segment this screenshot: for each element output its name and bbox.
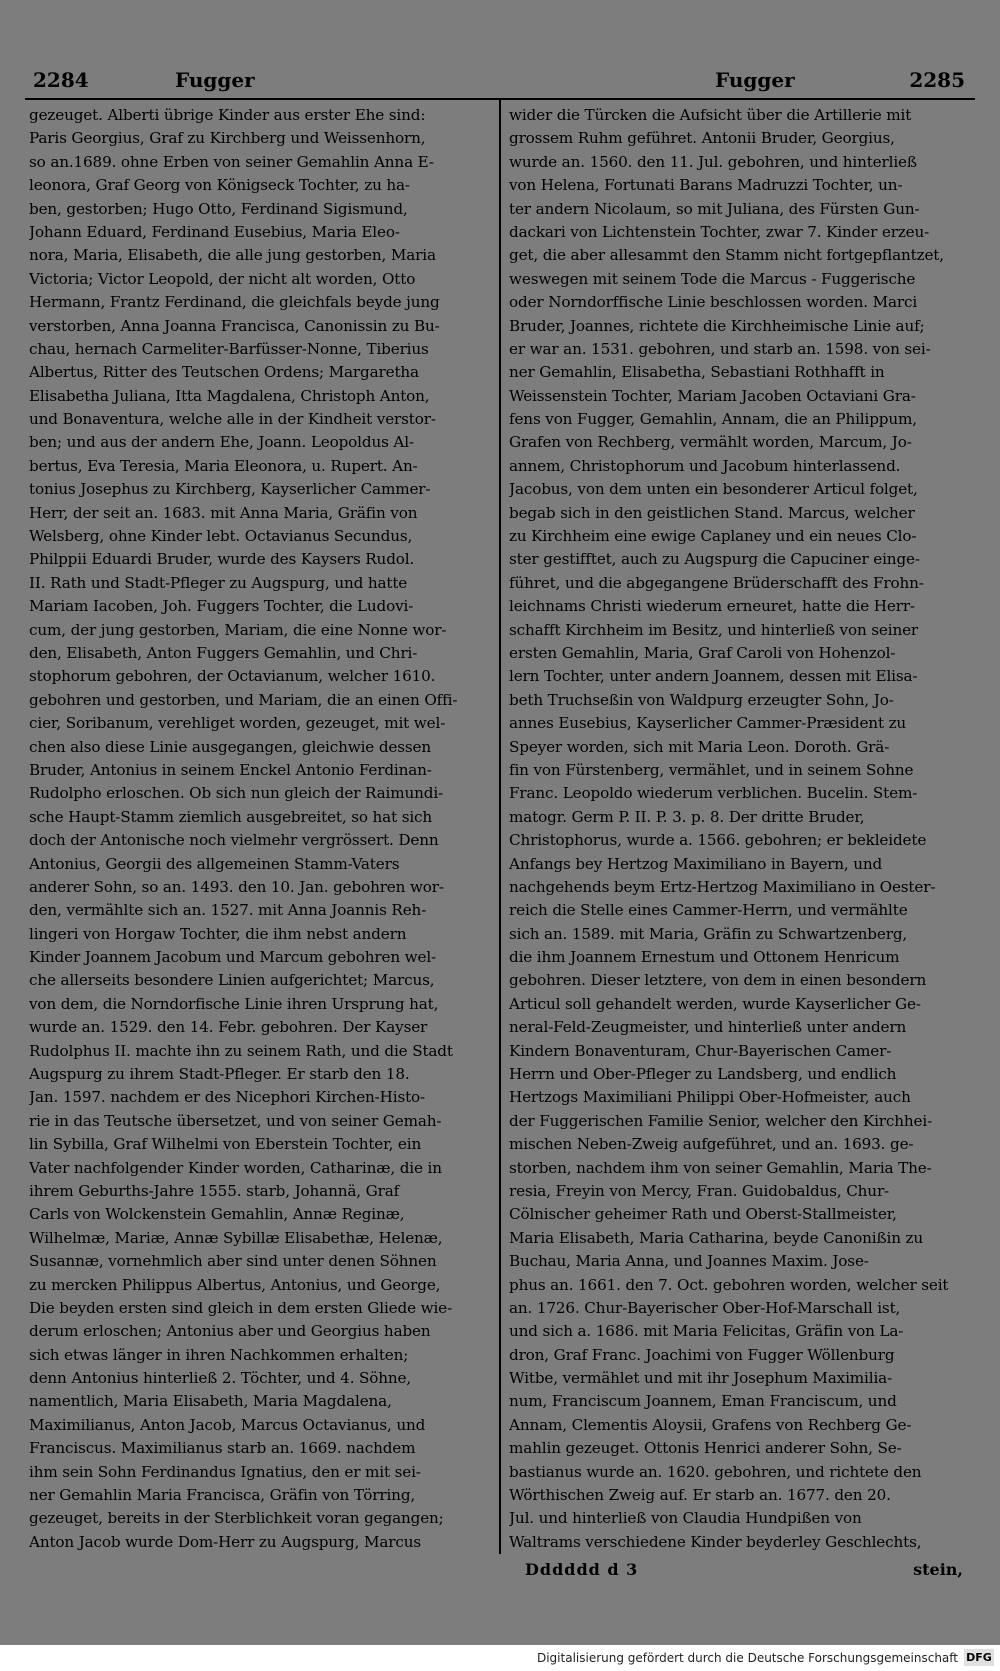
- text-line: annes Eusebius, Kayserlicher Cammer-Præsident zu: [509, 714, 907, 733]
- text-line: Articul soll gehandelt werden, wurde Kayserlicher Ge-: [509, 994, 921, 1013]
- text-line: Anfangs bey Hertzog Maximiliano in Bayern, und: [509, 854, 883, 873]
- text-line: Waltrams verschiedene Kinder beyderley Geschlechts,: [509, 1532, 922, 1551]
- text-line: gezeuget, bereits in der Sterblichkeit voran gegangen;: [29, 1509, 444, 1528]
- text-line: ihrem Geburths-Jahre 1555. starb, Johannä, Graf: [29, 1181, 400, 1200]
- text-line: Vater nachfolgender Kinder worden, Catharinæ, die in: [29, 1158, 442, 1177]
- text-line: grossem Ruhm geführet. Antonii Bruder, Georgius,: [509, 129, 895, 148]
- text-line: er war an. 1531. gebohren, und starb an. 1598. von sei-: [509, 339, 931, 358]
- text-line: Maximilianus, Anton Jacob, Marcus Octavianus, und: [29, 1415, 426, 1434]
- text-line: mahlin gezeuget. Ottonis Henrici anderer Sohn, Se-: [509, 1439, 902, 1458]
- signature-mark: Dddddd d 3: [525, 1560, 639, 1579]
- text-line: dron, Graf Franc. Joachimi von Fugger Wöllenburg: [509, 1345, 895, 1364]
- text-line: cum, der jung gestorben, Mariam, die eine Nonne wor-: [29, 620, 447, 639]
- text-line: wider die Türcken die Aufsicht über die Artillerie mit: [509, 106, 912, 124]
- text-line: Franc. Leopoldo wiederum verblichen. Bucelin. Stem-: [509, 784, 918, 803]
- text-line: und sich a. 1686. mit Maria Felicitas, Gräfin von La-: [509, 1322, 904, 1341]
- text-line: Jan. 1597. nachdem er des Nicephori Kirchen-Histo-: [29, 1088, 426, 1107]
- text-line: oder Norndorffische Linie beschlossen worden. Marci: [509, 293, 918, 312]
- text-line: zu Kirchheim eine ewige Caplaney und ein neues Clo-: [509, 527, 917, 546]
- text-line: bastianus wurde an. 1620. gebohren, und richtete den: [509, 1462, 922, 1481]
- text-line: Paris Georgius, Graf zu Kirchberg und Weissenhorn,: [29, 129, 426, 148]
- text-line: fin von Fürstenberg, vermählet, und in seinem Sohne: [509, 760, 914, 779]
- text-line: schafft Kirchheim im Besitz, und hinterließ von seiner: [509, 620, 919, 639]
- text-line: Augspurg zu ihrem Stadt-Pfleger. Er starb den 18.: [29, 1065, 410, 1084]
- text-line: rie in das Teutsche übersetzet, und von seiner Gemah-: [29, 1111, 442, 1130]
- text-line: get, die aber allesammt den Stamm nicht fortgepflantzet,: [509, 246, 944, 265]
- text-line: Antonius, Georgii des allgemeinen Stamm-Vaters: [29, 854, 400, 873]
- text-line: annem, Christophorum und Jacobum hinterlassend.: [509, 456, 901, 475]
- text-line: der Fuggerischen Familie Senior, welcher den Kirchhei-: [509, 1111, 933, 1130]
- text-line: Cölnischer geheimer Rath und Oberst-Stallmeister,: [509, 1205, 897, 1224]
- text-line: Bruder, Antonius in seinem Enckel Antonio Ferdinan-: [29, 760, 432, 779]
- text-line: num, Franciscum Joannem, Eman Franciscum, und: [509, 1392, 897, 1411]
- text-line: den, vermählte sich an. 1527. mit Anna Joannis Reh-: [29, 901, 427, 920]
- text-line: ersten Gemahlin, Maria, Graf Caroli von Hohenzol-: [509, 643, 896, 662]
- text-line: Kinder Joannem Jacobum und Marcum gebohren wel-: [29, 948, 437, 967]
- text-line: beth Truchseßin von Waldpurg erzeugter Sohn, Jo-: [509, 690, 894, 709]
- text-line: Rudolpho erloschen. Ob sich nun gleich der Raimundi-: [29, 784, 444, 803]
- funding-notice: Digitalisierung gefördert durch die Deutsche Forschungsgemeinschaft: [536, 1651, 958, 1665]
- text-line: ster gestifftet, auch zu Augspurg die Capuciner einge-: [509, 550, 920, 569]
- text-line: Christophorus, wurde a. 1566. gebohren; er bekleidete: [509, 831, 927, 850]
- text-line: ben; und aus der andern Ehe, Joann. Leopoldus Al-: [29, 433, 414, 452]
- text-line: Speyer worden, sich mit Maria Leon. Doroth. Grä-: [509, 737, 890, 756]
- text-line: chau, hernach Carmeliter-Barfüsser-Nonne, Tiberius: [29, 339, 429, 358]
- text-line: denn Antonius hinterließ 2. Töchter, und 4. Söhne,: [29, 1369, 412, 1388]
- text-line: von dem, die Norndorfische Linie ihren Ursprung hat,: [29, 994, 439, 1013]
- text-line: Weissenstein Tochter, Mariam Jacoben Octaviani Gra-: [509, 386, 916, 405]
- text-line: gebohren und gestorben, und Mariam, die an einen Offi-: [29, 690, 458, 709]
- text-line: fens von Fugger, Gemahlin, Annam, die an Philippum,: [509, 410, 917, 429]
- text-line: ihm sein Sohn Ferdinandus Ignatius, den er mit sei-: [29, 1462, 421, 1481]
- catchword: stein,: [913, 1560, 963, 1579]
- text-line: Anton Jacob wurde Dom-Herr zu Augspurg, Marcus: [29, 1532, 422, 1551]
- text-line: doch der Antonische noch vielmehr vergrössert. Denn: [29, 831, 439, 850]
- text-line: tonius Josephus zu Kirchberg, Kayserlicher Cammer-: [29, 480, 431, 499]
- text-line: Jul. und hinterließ von Claudia Hundpißen von: [509, 1509, 862, 1528]
- text-line: Grafen von Rechberg, vermählt worden, Marcum, Jo-: [509, 433, 912, 452]
- text-line: Rudolphus II. machte ihn zu seinem Rath, und die Stadt: [29, 1041, 453, 1060]
- text-line: lern Tochter, unter andern Joannem, dessen mit Elisa-: [509, 667, 918, 686]
- text-line: gebohren. Dieser letztere, von dem in einen besondern: [509, 971, 927, 990]
- text-line: die ihm Joannem Ernestum und Ottonem Henricum: [509, 948, 900, 967]
- text-line: lingeri von Horgaw Tochter, die ihm nebst andern: [29, 924, 407, 943]
- text-line: Mariam Iacoben, Joh. Fuggers Tochter, die Ludovi-: [29, 597, 414, 616]
- text-line: sich etwas länger in ihren Nachkommen erhalten;: [29, 1345, 409, 1364]
- page-number-left: 2284: [33, 68, 89, 92]
- text-line: ner Gemahlin, Elisabetha, Sebastiani Rothhafft in: [509, 363, 885, 382]
- text-line: Wilhelmæ, Mariæ, Annæ Sybillæ Elisabethæ, Helenæ,: [29, 1228, 443, 1247]
- text-line: Susannæ, vornehmlich aber sind unter denen Söhnen: [29, 1252, 437, 1271]
- text-line: wurde an. 1529. den 14. Febr. gebohren. Der Kayser: [29, 1018, 428, 1037]
- text-line: nora, Maria, Elisabeth, die alle jung gestorben, Maria: [29, 246, 436, 265]
- text-line: so an.1689. ohne Erben von seiner Gemahlin Anna E-: [29, 152, 434, 171]
- right-text-column: [509, 104, 969, 1554]
- text-line: Witbe, vermählet und mit ihr Josephum Maximilia-: [509, 1369, 893, 1388]
- text-line: Albertus, Ritter des Teutschen Ordens; Margaretha: [29, 363, 419, 382]
- text-line: bertus, Eva Teresia, Maria Eleonora, u. Rupert. An-: [29, 456, 418, 475]
- left-text-column: [29, 104, 491, 1554]
- text-line: leichnams Christi wiederum erneuret, hatte die Herr-: [509, 597, 915, 616]
- text-line: ner Gemahlin Maria Francisca, Gräfin von Törring,: [29, 1486, 416, 1505]
- text-line: resia, Freyin von Mercy, Fran. Guidobaldus, Chur-: [509, 1181, 890, 1200]
- text-line: sche Haupt-Stamm ziemlich ausgebreitet, so hat sich: [29, 807, 433, 826]
- text-line: Herrn und Ober-Pfleger zu Landsberg, und endlich: [509, 1065, 897, 1084]
- running-title-left: Fugger: [175, 68, 255, 92]
- text-line: Kindern Bonaventuram, Chur-Bayerischen Camer-: [509, 1041, 892, 1060]
- text-line: storben, nachdem ihm von seiner Gemahlin, Maria The-: [509, 1158, 932, 1177]
- text-line: gezeuget. Alberti übrige Kinder aus erster Ehe sind:: [29, 106, 426, 124]
- text-line: Hertzogs Maximiliani Philippi Ober-Hofmeister, auch: [509, 1088, 911, 1107]
- text-line: II. Rath und Stadt-Pfleger zu Augspurg, und hatte: [29, 573, 408, 592]
- text-line: Carls von Wolckenstein Gemahlin, Annæ Reginæ,: [29, 1205, 405, 1224]
- text-line: cier, Soribanum, verehliget worden, gezeuget, mit wel-: [29, 714, 446, 733]
- page-spread: [25, 60, 975, 1645]
- text-line: von Helena, Fortunati Barans Madruzzi Tochter, un-: [509, 176, 903, 195]
- text-line: ben, gestorben; Hugo Otto, Ferdinand Sigismund,: [29, 199, 408, 218]
- text-line: Annam, Clementis Aloysii, Grafens von Rechberg Ge-: [509, 1415, 912, 1434]
- text-line: an. 1726. Chur-Bayerischer Ober-Hof-Marschall ist,: [509, 1298, 901, 1317]
- text-line: Welsberg, ohne Kinder lebt. Octavianus Secundus,: [29, 527, 413, 546]
- text-line: Elisabetha Juliana, Itta Magdalena, Christoph Anton,: [29, 386, 430, 405]
- running-title-right: Fugger: [715, 68, 795, 92]
- text-line: wurde an. 1560. den 11. Jul. gebohren, und hinterließ: [509, 152, 917, 171]
- page-number-right: 2285: [909, 68, 965, 92]
- text-line: neral-Feld-Zeugmeister, und hinterließ unter andern: [509, 1018, 907, 1037]
- text-line: Buchau, Maria Anna, und Joannes Maxim. Jose-: [509, 1252, 869, 1271]
- text-line: lin Sybilla, Graf Wilhelmi von Eberstein Tochter, ein: [29, 1135, 422, 1154]
- text-line: den, Elisabeth, Anton Fuggers Gemahlin, und Chri-: [29, 643, 418, 662]
- text-line: ter andern Nicolaum, so mit Juliana, des Fürsten Gun-: [509, 199, 920, 218]
- text-line: und Bonaventura, welche alle in der Kindheit verstor-: [29, 410, 436, 429]
- text-line: matogr. Germ P. II. P. 3. p. 8. Der dritte Bruder,: [509, 807, 865, 826]
- text-line: Franciscus. Maximilianus starb an. 1669. nachdem: [29, 1439, 416, 1458]
- text-line: chen also diese Linie ausgegangen, gleichwie dessen: [29, 737, 431, 756]
- text-line: Maria Elisabeth, Maria Catharina, beyde Canonißin zu: [509, 1228, 923, 1247]
- text-line: namentlich, Maria Elisabeth, Maria Magdalena,: [29, 1392, 392, 1411]
- text-line: begab sich in den geistlichen Stand. Marcus, welcher: [509, 503, 915, 522]
- digitization-footer: [0, 1645, 1000, 1671]
- text-line: mischen Neben-Zweig aufgeführet, und an. 1693. ge-: [509, 1135, 914, 1154]
- text-line: Die beyden ersten sind gleich in dem ersten Gliede wie-: [29, 1298, 452, 1317]
- text-line: Hermann, Frantz Ferdinand, die gleichfals beyde jung: [29, 293, 440, 312]
- text-line: Victoria; Victor Leopold, der nicht alt worden, Otto: [29, 269, 416, 288]
- text-line: nachgehends beym Ertz-Hertzog Maximiliano in Oester-: [509, 877, 936, 896]
- text-line: sich an. 1589. mit Maria, Gräfin zu Schwartzenberg,: [509, 924, 908, 943]
- text-line: führet, und die abgegangene Brüderschafft des Frohn-: [509, 573, 924, 592]
- text-line: stophorum gebohren, der Octavianum, welcher 1610.: [29, 667, 436, 686]
- dfg-logo: DFG: [964, 1649, 994, 1666]
- text-line: Philppii Eduardi Bruder, wurde des Kaysers Rudol.: [29, 550, 415, 569]
- text-line: che allerseits besondere Linien aufgerichtet; Marcus,: [29, 971, 435, 990]
- text-line: Johann Eduard, Ferdinand Eusebius, Maria Eleo-: [29, 222, 400, 241]
- text-line: leonora, Graf Georg von Königseck Tochter, zu ha-: [29, 176, 410, 195]
- text-line: Herr, der seit an. 1683. mit Anna Maria, Gräfin von: [29, 503, 418, 522]
- text-line: verstorben, Anna Joanna Francisca, Canonissin zu Bu-: [29, 316, 440, 335]
- text-line: Wörthischen Zweig auf. Er starb an. 1677. den 20.: [509, 1486, 891, 1505]
- text-line: weswegen mit seinem Tode die Marcus - Fuggerische: [509, 269, 916, 288]
- text-line: anderer Sohn, so an. 1493. den 10. Jan. gebohren wor-: [29, 877, 444, 896]
- text-line: phus an. 1661. den 7. Oct. gebohren worden, welcher seit: [509, 1275, 949, 1294]
- running-header: [25, 60, 975, 94]
- text-line: reich die Stelle eines Cammer-Herrn, und vermählte: [509, 901, 908, 920]
- text-line: derum erloschen; Antonius aber und Georgius haben: [29, 1322, 431, 1341]
- text-line: Jacobus, von dem unten ein besonderer Articul folget,: [509, 480, 918, 499]
- text-line: zu mercken Philippus Albertus, Antonius, und George,: [29, 1275, 441, 1294]
- text-line: dackari von Lichtenstein Tochter, zwar 7. Kinder erzeu-: [509, 222, 930, 241]
- column-divider: [499, 100, 501, 1554]
- text-line: Bruder, Joannes, richtete die Kirchheimische Linie auf;: [509, 316, 925, 335]
